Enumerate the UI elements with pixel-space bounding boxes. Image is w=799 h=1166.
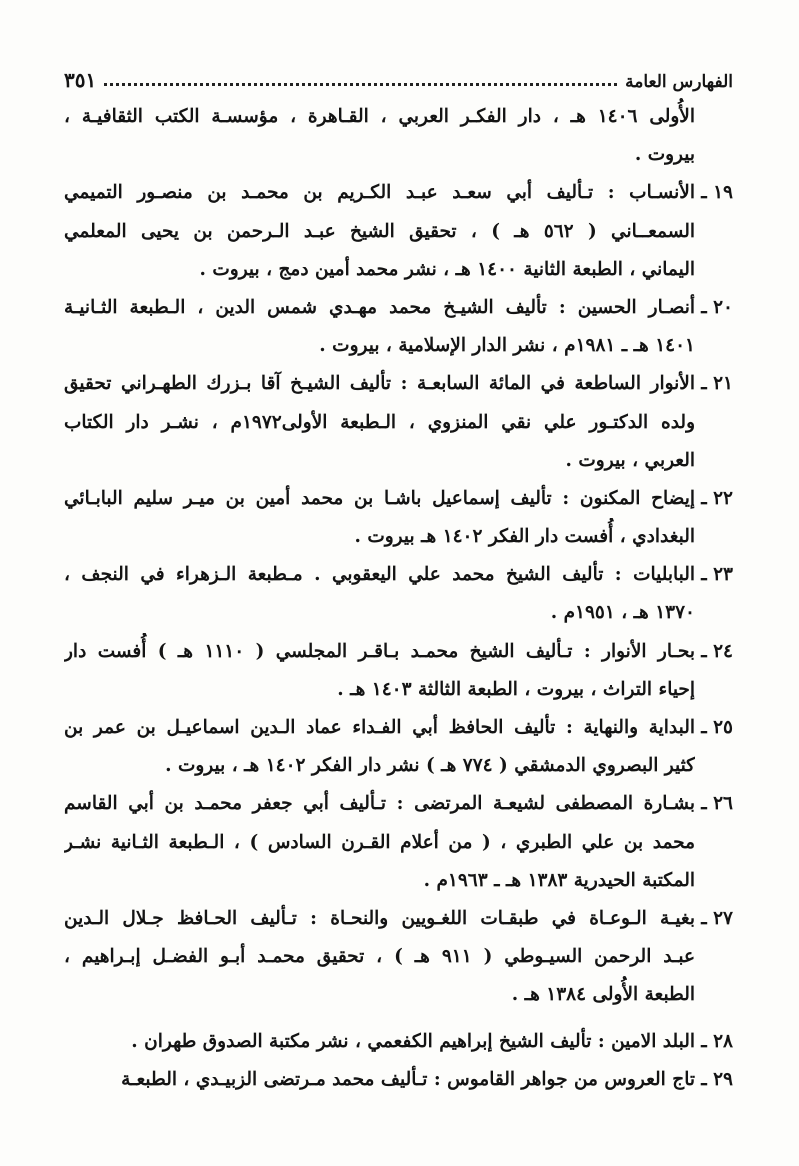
entry-line: بشـارة المصطفى لشيعـة المرتضى : تـأليف أبي جعفر محمـد بن أبي القاسم [64,793,695,815]
bibliography-entry [64,365,733,480]
entry-number: ٢٩ ـ [701,1068,733,1090]
entry-text [64,633,695,709]
bibliography-entry [64,98,733,174]
entry-line: العربي ، بيروت . [565,449,695,471]
entry-line: البابليات : تأليف الشيخ محمد علي اليعقوبي . مـطبعة الـزهراء في النجف ، [64,564,695,586]
entry-line: إحياء التراث ، بيروت ، الطبعة الثالثة ١٤٠٣ هـ . [337,678,695,700]
running-title: الفهارس العامة [625,72,733,92]
bibliography-entry [64,1061,733,1099]
entry-line: الأنوار الساطعة في المائة السابعـة : تأليف الشيـخ آقا بـزرك الطهـراني تحقيق [64,373,695,395]
entry-text [64,900,695,1015]
entry-number: ٢٧ ـ [701,907,733,929]
entry-number: ٢٥ ـ [701,717,733,738]
entry-line: ١٣٧٠ هـ ، ١٩٥١م . [550,602,695,624]
bibliography-entry [64,1023,733,1061]
entry-line: تاج العروس من جواهر القاموس : تـأليف محمد مـرتضى الزبيـدي ، الطبعـة [121,1068,695,1090]
entry-line: محمد بن علي الطبري ، ( من أعلام القـرن السادس ) ، الـطبعة الثـانية نشـر [64,831,695,853]
page-number: ٣٥١ [64,68,97,92]
entry-line: البلد الامين : تأليف الشيخ إبراهيم الكفعمي ، نشر مكتبة الصدوق طهران . [131,1030,695,1052]
entry-line: البغدادي ، أُفست دار الفكر ١٤٠٢ هـ بيروت . [354,526,695,548]
bibliography-entry [64,556,733,632]
entry-number: ٢٨ ـ [701,1030,733,1052]
entry-number: ٢٤ ـ [701,640,733,662]
entry-number: ٢٦ ـ [701,793,733,815]
entry-line: أنصـار الحسين : تأليف الشيـخ محمد مهـدي شمس الدين ، الـطبعة الثـانيـة [64,296,695,318]
entry-line: ١٤٠١ هـ ـ ١٩٨١م ، نشر الدار الإسلامية ، بيروت . [319,335,695,357]
entry-line: بغيـة الـوعـاة في طبقـات اللغـويين والنحـاة : تـأليف الحـافظ جـلال الـدين [64,907,695,929]
entry-line: بيروت . [634,144,695,166]
bibliography-entry [64,900,733,1015]
entry-line: ولده الدكتـور علي نقي المنزوي ، الـطبعة الأولى١٩٧٢م ، نشـر دار الكتاب [64,411,695,433]
bibliography-entry [64,785,733,900]
header-leader-dots [104,83,617,86]
bibliography-entry [64,480,733,556]
bibliography-entry [64,289,733,365]
entry-number: ١٩ ـ [701,182,733,204]
entry-text [64,709,695,785]
entry-text [64,174,695,289]
entry-line: اليماني ، الطبعة الثانية ١٤٠٠ هـ ، نشر محمد أمين دمج ، بيروت . [199,258,695,280]
entry-line: البداية والنهاية : تأليف الحافظ أبي الفـداء عماد الـدين اسماعيـل بن عمر بن [64,717,695,738]
entry-text [64,556,695,632]
entry-line: السمعــاني ( ٥٦٢ هـ ) ، تحقيق الشيخ عبـد الـرحمن بن يحيى المعلمي [64,220,695,242]
entry-text [64,785,695,900]
bibliography-entry [64,709,733,785]
entry-text [64,365,695,480]
entry-line: عبـد الرحمن السيـوطي ( ٩١١ هـ ) ، تحقيق محمـد أبـو الفضـل إبـراهيم ، [64,946,695,968]
entry-text [64,1023,695,1061]
entry-text [64,480,695,556]
entry-line: الأُولى ١٤٠٦ هـ ، دار الفكـر العربي ، القـاهرة ، مؤسسـة الكتب الثقافيـة ، [64,106,695,127]
entry-number: ٢٣ ـ [701,564,733,586]
entry-text [64,1061,695,1099]
bibliography-list [64,98,733,1099]
entry-line: إيضاح المكنون : تأليف إسماعيل باشـا بن محمد أمين بن ميـر سليم البابـائي [64,487,695,509]
entry-line: الطبعة الأُولى ١٣٨٤ هـ . [511,984,695,1006]
bibliography-entry [64,174,733,289]
entry-number: ٢٢ ـ [701,487,733,509]
page-header [64,50,733,92]
entry-text [64,98,695,174]
entry-text [64,289,695,365]
entry-number: ٢١ ـ [701,373,733,395]
bibliography-entry [64,633,733,709]
entry-line: بحـار الأنوار : تـأليف الشيخ محمـد بـاقـر المجلسي ( ١١١٠ هـ ) أُفست دار [64,640,695,662]
spacer [64,1015,733,1023]
entry-number: ٢٠ ـ [701,296,733,318]
entry-line: كثير البصروي الدمشقي ( ٧٧٤ هـ ) نشر دار الفكر ١٤٠٢ هـ ، بيروت . [165,755,695,777]
entry-line: الأنسـاب : تـأليف أبي سعـد عبـد الكـريم بن محمـد بن منصـور التميمي [64,182,695,204]
entry-line: المكتبة الحيدرية ١٣٨٣ هـ ـ ١٩٦٣م . [423,869,695,891]
